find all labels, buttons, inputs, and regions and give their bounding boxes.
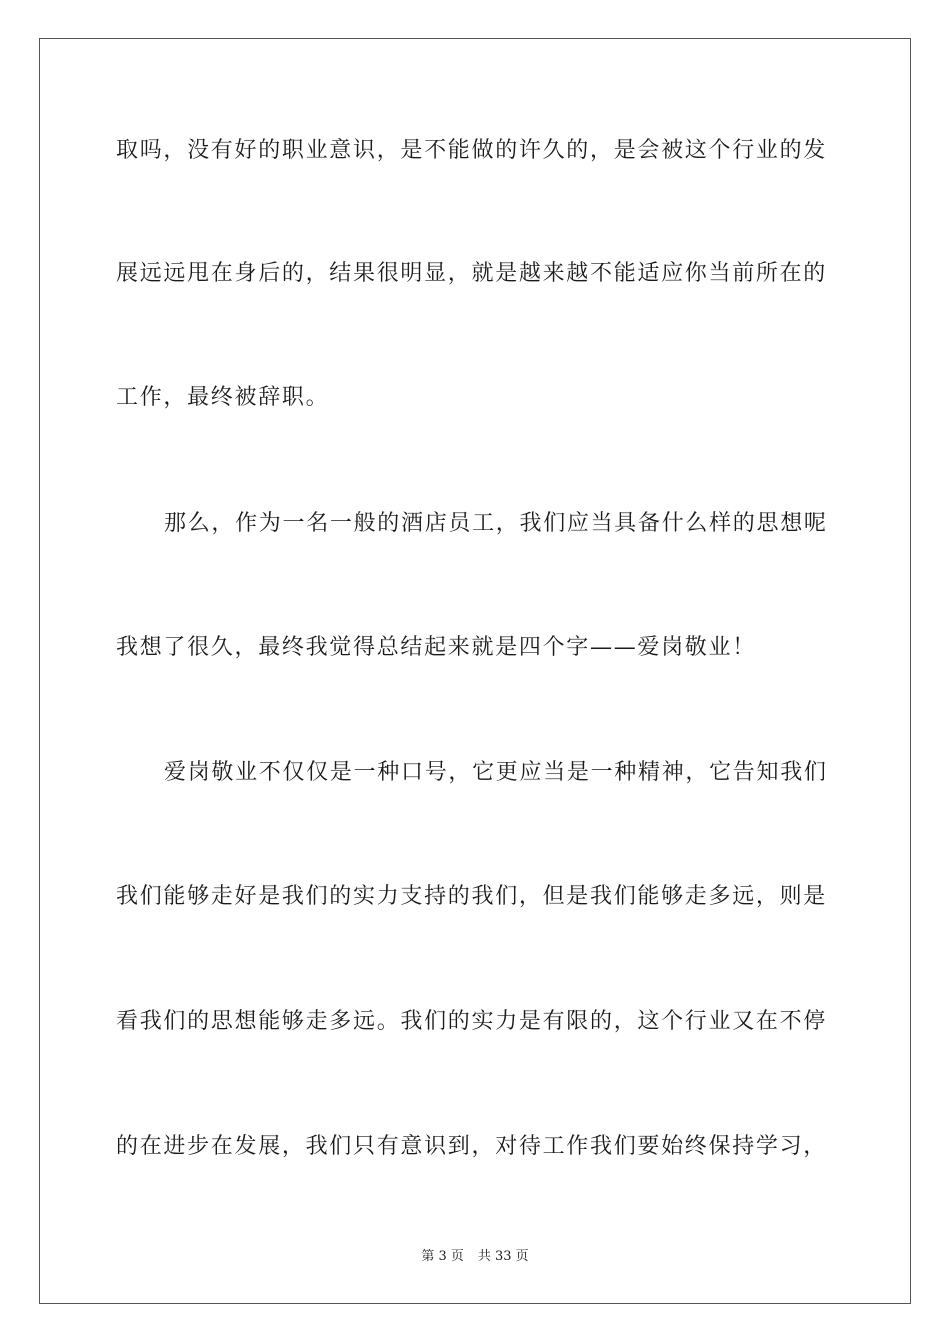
page-frame [39,38,911,1304]
text-line-9: 的在进步在发展，我们只有意识到，对待工作我们要始终保持学习， [116,1134,828,1159]
page-number: 第 3 页 [421,1249,464,1264]
text-line-3: 工作，最终被辞职。 [116,385,330,410]
text-line-7: 我们能够走好是我们的实力支持的我们，但是我们能够走多远，则是 [116,884,828,909]
text-line-2: 展远远甩在身后的，结果很明显，就是越来越不能适应你当前所在的 [116,261,828,286]
page-total: 共 33 页 [477,1249,529,1264]
text-line-4: 那么，作为一名一般的酒店员工，我们应当具备什么样的思想呢 [164,511,828,536]
text-line-5: 我想了很久，最终我觉得总结起来就是四个字——爱岗敬业！ [116,635,756,660]
text-line-1: 取吗，没有好的职业意识，是不能做的许久的，是会被这个行业的发 [116,138,828,163]
page-footer [0,1248,950,1266]
text-line-8: 看我们的思想能够走多远。我们的实力是有限的，这个行业又在不停 [116,1009,828,1034]
text-line-6: 爱岗敬业不仅仅是一种口号，它更应当是一种精神，它告知我们 [164,760,828,785]
